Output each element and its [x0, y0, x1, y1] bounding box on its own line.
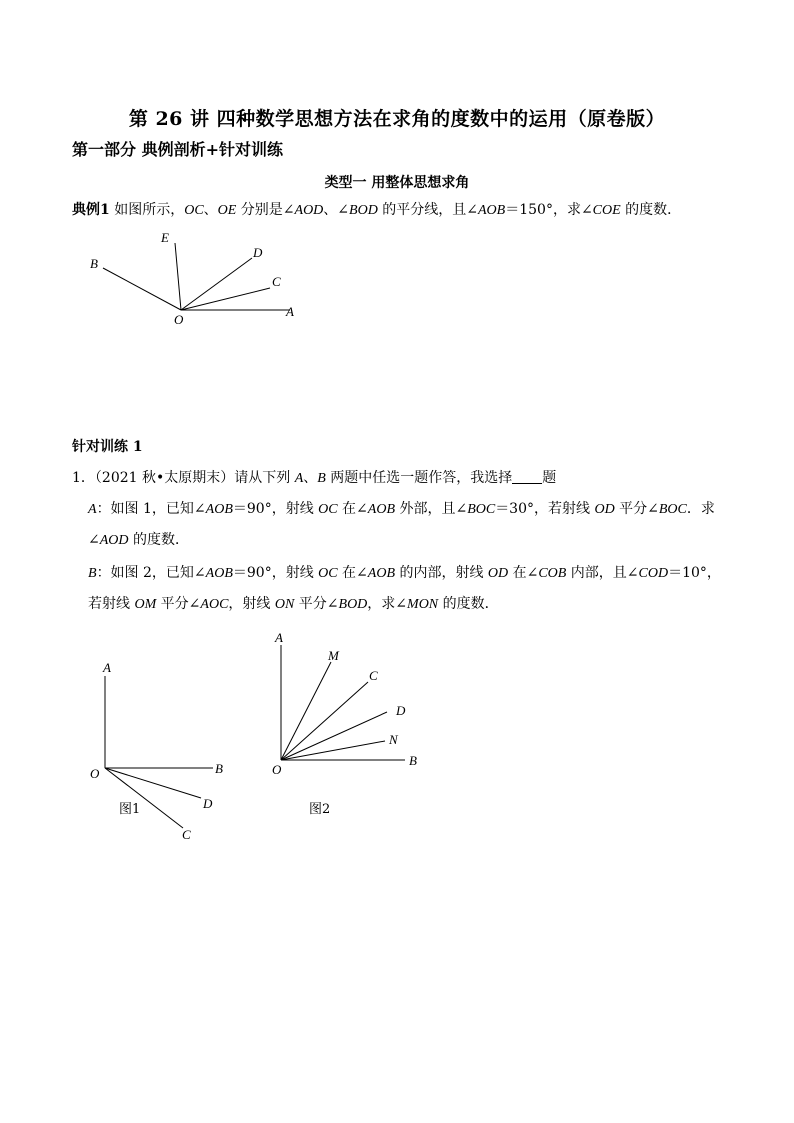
text-segment: 1．（2021 秋•太原期末）请从下列 [72, 470, 295, 486]
math-var: COD [638, 566, 669, 581]
math-var: ON [274, 597, 295, 612]
text-segment: 在∠ [337, 565, 368, 581]
text-segment: 在∠ [337, 501, 368, 517]
text-segment: 的内部，射线 [395, 565, 488, 581]
text-segment: ＝90°，射线 [232, 565, 319, 581]
math-var: BOC [658, 502, 687, 517]
label-a: A [275, 630, 283, 645]
text-segment: ：如图 2，已知∠ [96, 565, 206, 581]
math-var: AOB [205, 566, 233, 581]
figure-1 [85, 655, 245, 845]
text-segment: 的度数． [438, 596, 499, 612]
text-segment: 平分∠ [156, 596, 201, 612]
figure-1-caption: 图1 [119, 802, 141, 817]
label-o: O [90, 766, 100, 781]
text-segment: ＝90°，射线 [232, 501, 319, 517]
label-b: B [215, 761, 223, 776]
label-c: C [272, 274, 281, 289]
text-segment: 平分∠ [294, 596, 339, 612]
math-var: BOD [349, 203, 378, 218]
text-segment: 、 [303, 470, 318, 486]
math-var: AOD [99, 533, 129, 548]
ray-oc [105, 768, 183, 828]
math-var: AOC [200, 597, 229, 612]
text-segment: ∠ [88, 532, 100, 548]
figure-2 [265, 625, 435, 820]
math-var: OD [594, 502, 615, 517]
text-segment: ，求∠ [367, 596, 408, 612]
math-var: A [88, 502, 97, 517]
ray-on [281, 741, 385, 760]
math-var: AOB [478, 203, 506, 218]
part-heading: 第一部分 典例剖析+针对训练 [72, 140, 283, 159]
label-e: E [161, 230, 169, 245]
question-1 [72, 468, 556, 489]
text-segment: 、∠ [323, 202, 350, 218]
math-var: COE [592, 203, 621, 218]
label-b: B [409, 753, 417, 768]
math-var: OD [487, 566, 509, 581]
type-heading: 类型一 用整体思想求角 [324, 175, 470, 191]
part-a-line-2 [88, 530, 189, 551]
math-var: AOB [367, 502, 395, 517]
text-segment: 、 [203, 202, 218, 218]
text-segment: ：如图 1，已知∠ [96, 501, 206, 517]
label-c: C [369, 668, 378, 683]
ray-oc [181, 288, 270, 310]
math-var: OC [318, 502, 338, 517]
math-var: A [294, 471, 304, 486]
figure-example-1 [80, 225, 320, 335]
figure-2-caption: 图2 [309, 802, 331, 817]
text-segment: 的度数． [128, 532, 189, 548]
label-d: D [253, 245, 263, 260]
text-segment: ＝150°，求∠ [505, 202, 593, 218]
text-segment: ．求 [686, 501, 715, 517]
label-m: M [328, 648, 339, 663]
example-label: 典例1 [72, 202, 110, 218]
example-1-text [72, 200, 681, 221]
label-a: A [286, 304, 294, 319]
answer-blank[interactable] [512, 469, 542, 484]
page-title: 第 26 讲 四种数学思想方法在求角的度数中的运用（原卷版） [128, 108, 666, 130]
text-segment: 如图所示， [109, 202, 185, 218]
label-o: O [272, 762, 282, 777]
text-segment: 外部，且∠ [395, 501, 468, 517]
math-var: BOD [338, 597, 368, 612]
text-segment: 内部，且∠ [566, 565, 639, 581]
math-var: AOB [205, 502, 233, 517]
text-segment: 的度数． [620, 202, 682, 218]
math-var: BOC [467, 502, 496, 517]
math-var: AOB [367, 566, 395, 581]
part-b-line-2 [88, 594, 499, 615]
text-segment: 的平分线，且∠ [377, 202, 478, 218]
math-var: B [88, 566, 97, 581]
math-var: B [317, 471, 326, 486]
part-b-line-1 [88, 563, 721, 584]
math-var: OC [184, 203, 204, 218]
ray-od [281, 712, 387, 760]
label-a: A [103, 660, 111, 675]
math-var: COB [538, 566, 567, 581]
ray-od [181, 258, 252, 310]
text-segment: 若射线 [88, 596, 135, 612]
math-var: OC [318, 566, 338, 581]
ray-oc [281, 682, 368, 760]
label-n: N [389, 732, 398, 747]
text-segment: ，射线 [228, 596, 275, 612]
ray-ob [103, 268, 181, 310]
math-var: MON [407, 597, 439, 612]
math-var: OM [134, 597, 157, 612]
text-segment: 分别是∠ [236, 202, 295, 218]
label-d: D [203, 796, 213, 811]
text-segment: 两题中任选一题作答，我选择 [325, 470, 513, 486]
label-d: D [396, 703, 406, 718]
ray-oe [175, 243, 181, 310]
label-o: O [174, 312, 184, 327]
text-segment: ＝30°，若射线 [495, 501, 595, 517]
text-segment: 在∠ [508, 565, 539, 581]
ray-om [281, 662, 331, 760]
text-segment: ＝10°， [668, 565, 721, 581]
label-b: B [90, 256, 98, 271]
label-c: C [182, 827, 191, 842]
math-var: OE [217, 203, 237, 218]
part-a-line-1 [88, 499, 715, 520]
ray-od [105, 768, 201, 798]
text-segment: 平分∠ [614, 501, 659, 517]
math-var: AOD [294, 203, 324, 218]
text-segment: 题 [542, 470, 557, 486]
training-heading: 针对训练 1 [72, 439, 143, 455]
